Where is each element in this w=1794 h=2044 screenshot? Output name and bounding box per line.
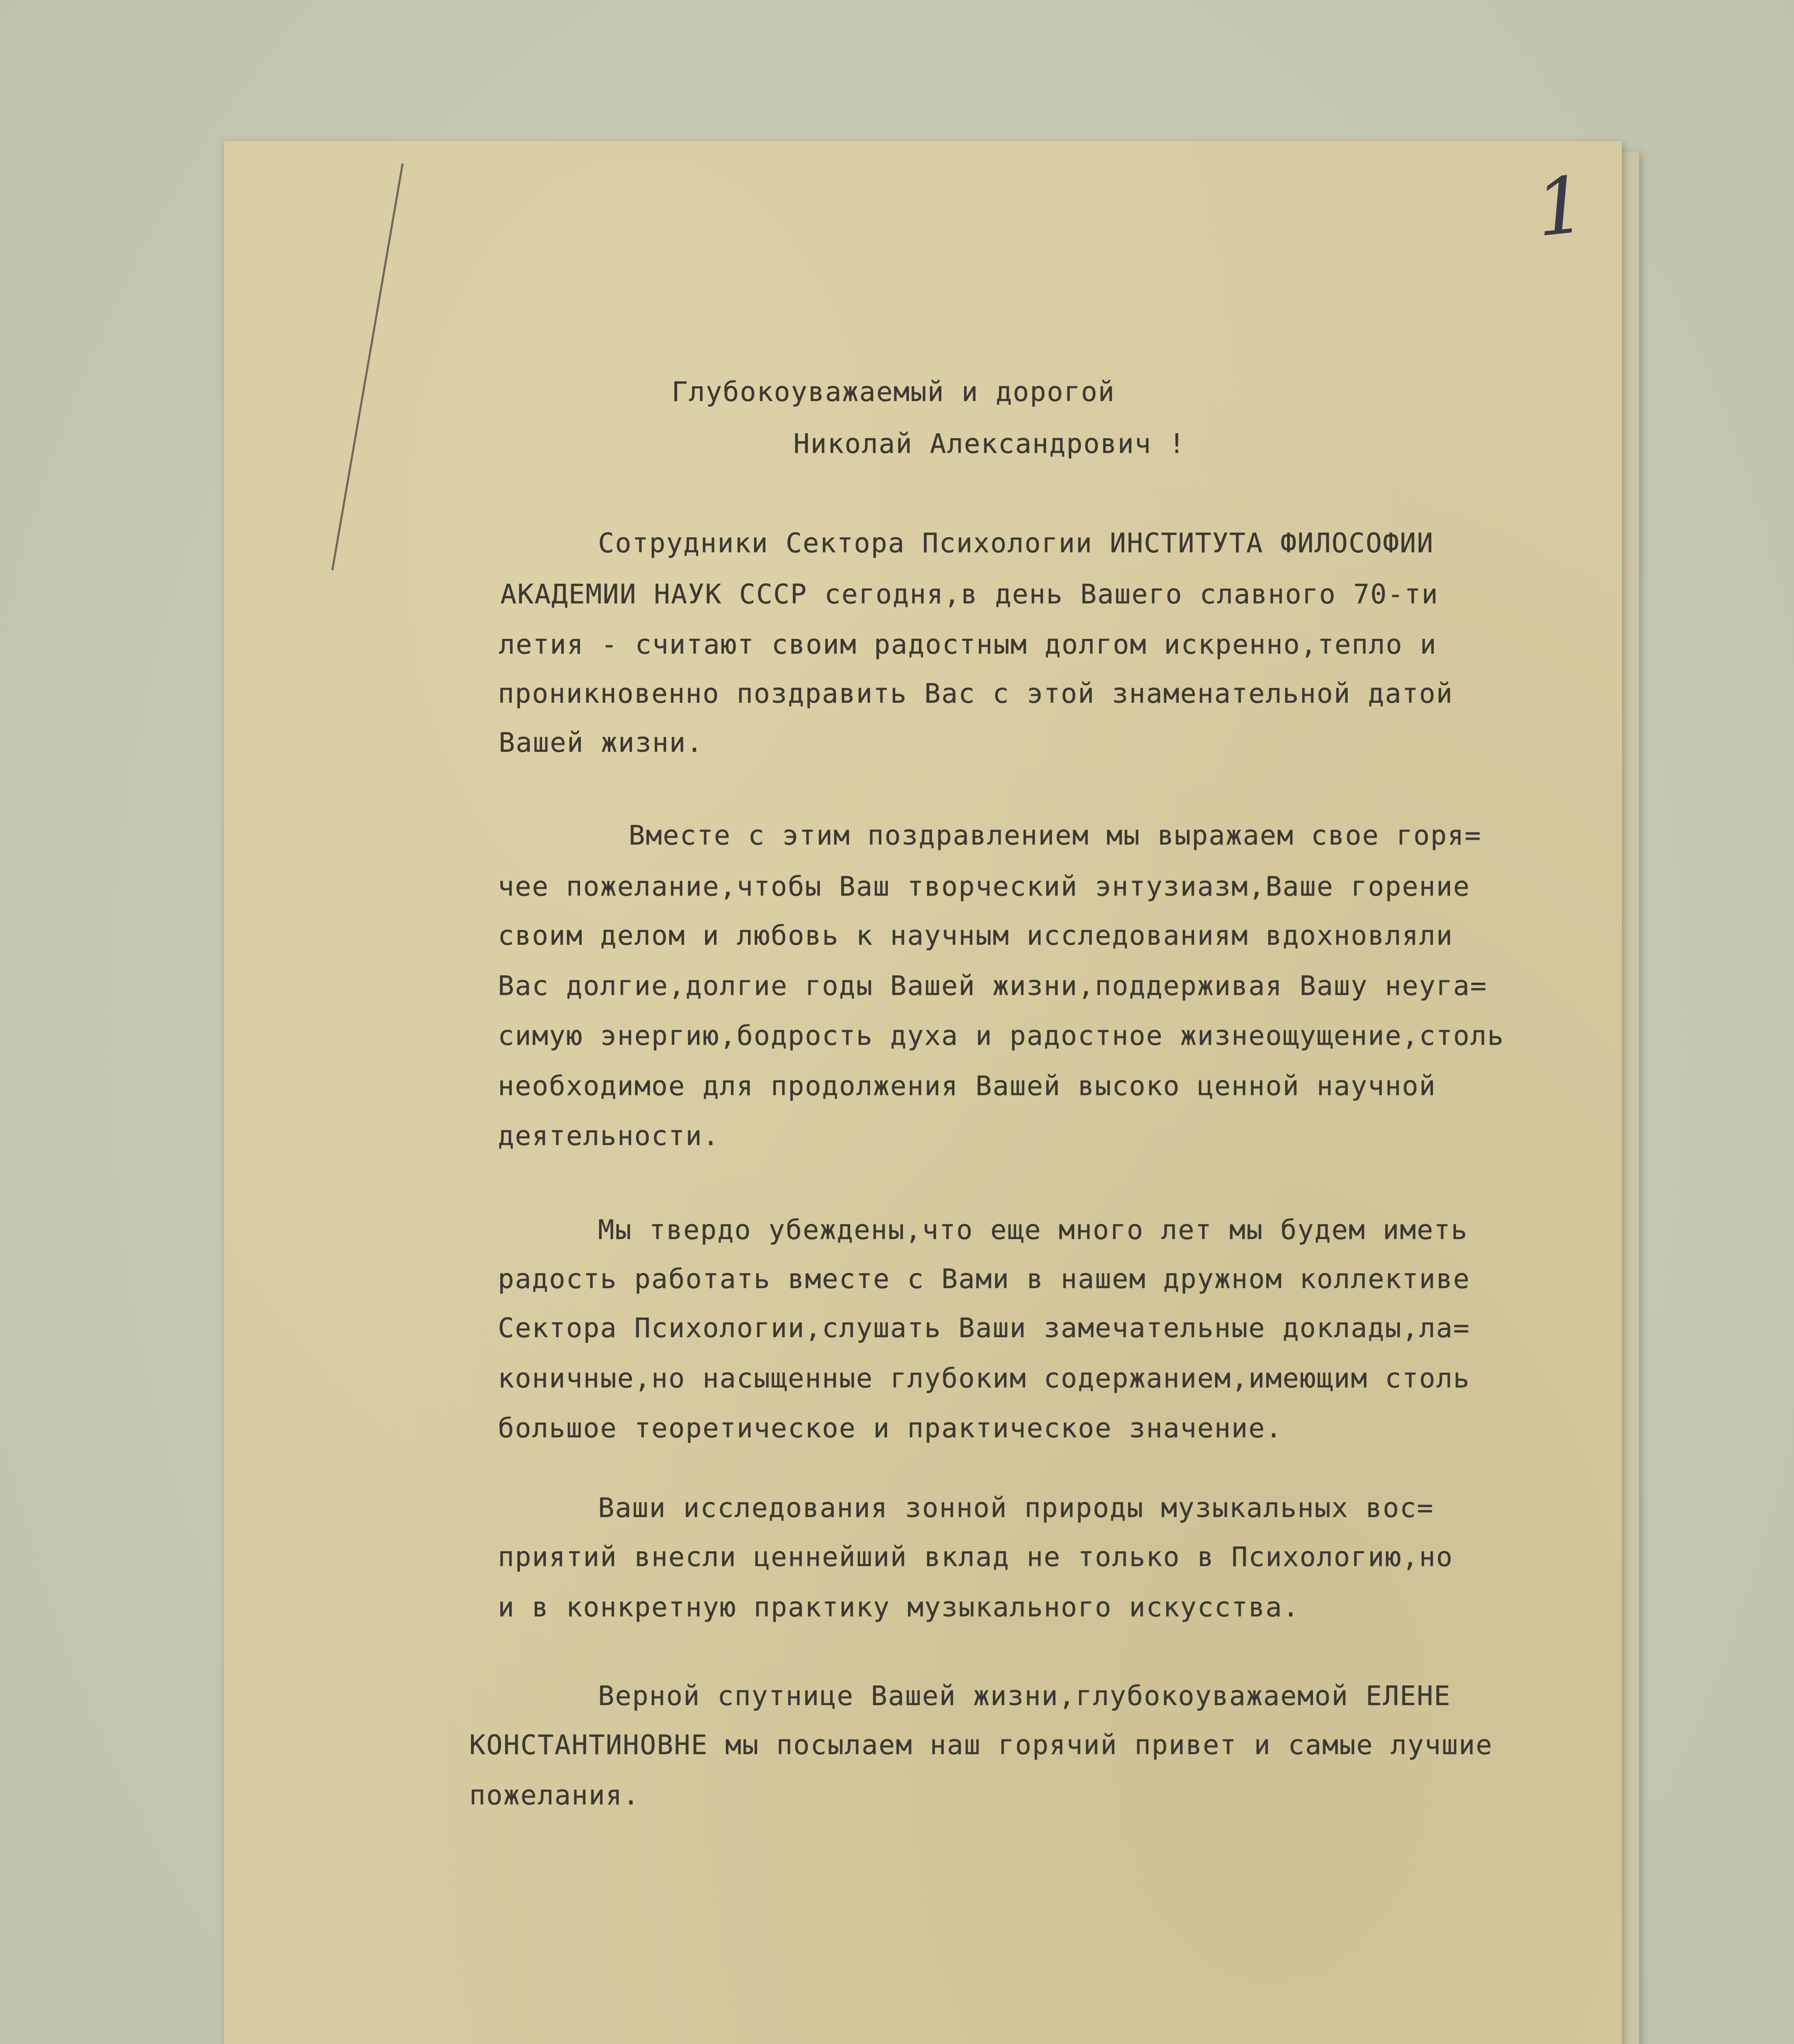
paragraph-2-line-5: симую энергию,бодрость духа и радостное жизнеощущение,столь bbox=[498, 1020, 1505, 1051]
paragraph-1-line-2: АКАДЕМИИ НАУК СССР сегодня,в день Вашего славного 70-ти bbox=[500, 578, 1439, 610]
paragraph-2-line-3: своим делом и любовь к научным исследованиям вдохновляли bbox=[498, 920, 1454, 951]
letter-page bbox=[224, 141, 1622, 2044]
paragraph-5-line-2: КОНСТАНТИНОВНЕ мы посылаем наш горячий привет и самые лучшие bbox=[469, 1729, 1493, 1761]
paragraph-2-line-7: деятельности. bbox=[498, 1120, 720, 1152]
salutation-line-2: Николай Александрович ! bbox=[793, 428, 1186, 459]
paragraph-1-line-1: Сотрудники Сектора Психологии ИНСТИТУТА ФИЛОСОФИИ bbox=[598, 527, 1434, 559]
paragraph-4-line-2: приятий внесли ценнейший вклад не только в Психологию,но bbox=[498, 1541, 1454, 1573]
paragraph-2-line-4: Вас долгие,долгие годы Вашей жизни,поддерживая Вашу неуга= bbox=[498, 970, 1487, 1002]
folio-number: 1 bbox=[1531, 159, 1590, 254]
paragraph-3-line-1: Мы твердо убеждены,что еще много лет мы будем иметь bbox=[598, 1214, 1468, 1246]
paragraph-5-line-3: пожелания. bbox=[469, 1780, 640, 1811]
paragraph-3-line-2: радость работать вместе с Вами в нашем дружном коллективе bbox=[498, 1263, 1470, 1295]
paragraph-3-line-4: коничные,но насыщенные глубоким содержанием,имеющим столь bbox=[498, 1363, 1470, 1394]
paragraph-3-line-5: большое теоретическое и практическое значение. bbox=[498, 1412, 1283, 1444]
paragraph-5-line-1: Верной спутнице Вашей жизни,глубокоуважаемой ЕЛЕНЕ bbox=[598, 1680, 1451, 1712]
salutation-line-1: Глубокоуважаемый и дорогой bbox=[672, 376, 1115, 408]
paragraph-2-line-6: необходимое для продолжения Вашей высоко ценной научной bbox=[498, 1070, 1436, 1102]
paragraph-2-line-1: Вместе с этим поздравлением мы выражаем свое горя= bbox=[629, 820, 1482, 851]
paragraph-4-line-1: Ваши исследования зонной природы музыкальных вос= bbox=[598, 1492, 1434, 1524]
paragraph-1-line-5: Вашей жизни. bbox=[499, 727, 703, 758]
paragraph-2-line-2: чее пожелание,чтобы Ваш творческий энтузиазм,Ваше горение bbox=[498, 871, 1470, 902]
paragraph-4-line-3: и в конкретную практику музыкального искусства. bbox=[498, 1591, 1300, 1623]
paragraph-3-line-3: Сектора Психологии,слушать Ваши замечательные доклады,ла= bbox=[498, 1312, 1470, 1344]
paragraph-1-line-3: летия - считают своим радостным долгом искренно,тепло и bbox=[499, 629, 1437, 660]
paragraph-1-line-4: проникновенно поздравить Вас с этой знаменательной датой bbox=[498, 678, 1454, 709]
